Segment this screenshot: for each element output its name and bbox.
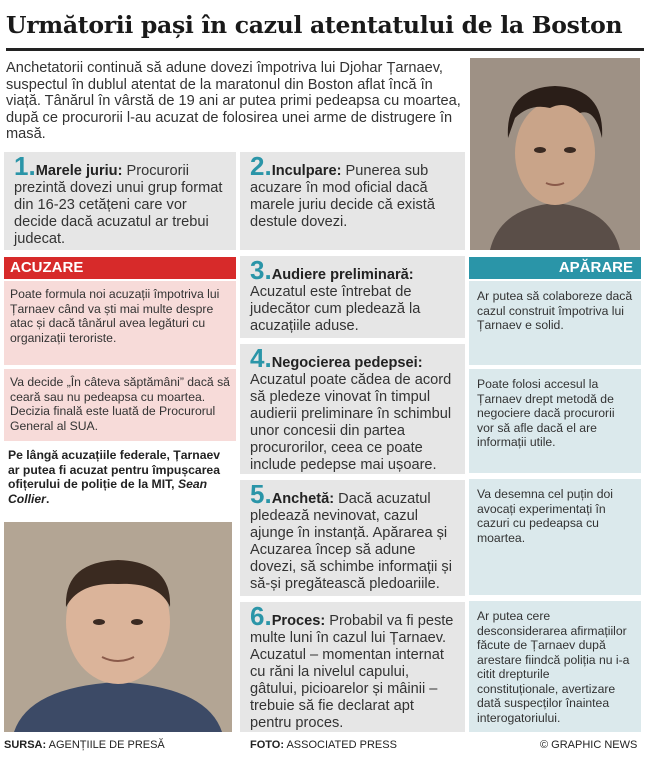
aparare-item-4: Ar putea cere desconsiderarea afirmațiilor făcute de Țarnaev după arestare fiindcă poliția nu i-a citit drepturile constituționale, avertizare dată suspecților înaintea interogatoriului. [469, 601, 641, 732]
step-3 [240, 256, 465, 338]
acuzare-item-2: Va decide „În câteva săptămâni” dacă să ceară sau nu pedeapsa cu moartea. Decizia finală este luată de Procurorul General al SUA. [4, 369, 236, 441]
federal-note-end: . [45, 491, 50, 506]
step-2 [240, 152, 465, 250]
step-number: 6. [250, 601, 272, 631]
federal-note-text: Pe lângă acuzațiile federale, Țarnaev ar putea fi acuzat pentru împușcarea ofițerului de poliție de la MIT, [8, 448, 221, 491]
step-number: 1. [14, 151, 36, 181]
step-title: Anchetă: [271, 491, 335, 507]
step-text: Procurorii prezintă dovezi unui grup format din 16-23 cetățeni care vor decide dacă acuzatul ar trebui judecat. [14, 163, 223, 247]
officer-photo [4, 522, 232, 732]
officer-name: Sean Collier [8, 477, 208, 506]
step-5 [240, 480, 465, 596]
step-title: Audiere preliminară: [271, 267, 414, 283]
footer-photo [250, 739, 397, 751]
step-title: Marele juriu: [35, 163, 123, 179]
aparare-item-1: Ar putea să colaboreze dacă cazul construit împotriva lui Țarnaev e solid. [469, 281, 641, 365]
footer-credit: © GRAPHIC NEWS [540, 739, 638, 751]
step-4 [240, 344, 465, 474]
page-title: Următorii pași în cazul atentatului de la Boston [6, 8, 644, 51]
acuzare-header: ACUZARE [4, 257, 236, 279]
photo-label: FOTO: [250, 739, 285, 751]
source-label: SURSA: [4, 739, 47, 751]
footer-source [4, 739, 165, 751]
step-title: Proces: [271, 613, 326, 629]
step-text: Acuzatul este întrebat de judecător cum pledează la acuzațiile aduse. [250, 284, 421, 334]
aparare-header: APĂRARE [469, 257, 641, 279]
step-text: Probabil va fi peste multe luni în cazul lui Țarnaev. Acuzatul – momentan internat cu răni la nivelul capului, gâtului, picioarelor și mâinii – trebuie să fie declarat apt pentru proces. [250, 613, 454, 731]
step-title: Negocierea pedepsei: [271, 355, 423, 371]
step-6 [240, 602, 465, 732]
step-1 [4, 152, 236, 250]
acuzare-item-1: Poate formula noi acuzații împotriva lui Țarnaev când va ști mai multe despre atac și dacă tânărul avea legături cu organizații teroriste. [4, 281, 236, 365]
step-title: Inculpare: [271, 163, 342, 179]
federal-note [4, 448, 236, 506]
suspect-photo [470, 58, 640, 250]
step-number: 2. [250, 151, 272, 181]
step-text: Acuzatul poate cădea de acord să pledeze vinovat în timpul audierii preliminare în schimbul unor concesii din partea procurorilor, ceea ce poate include pedepse mai ușoare. [250, 372, 452, 473]
intro-text: Anchetatorii continuă să adune dovezi împotriva lui Djohar Țarnaev, suspectul în dublul atentat de la maratonul din Boston aflat încă în viață. Tânărul în vârstă de 19 ani ar putea primi pedeapsa cu moartea, după ce procurorii l-au acuzat de folosirea unei arme de distrugere în masă. [6, 60, 461, 142]
source-value: AGENȚIILE DE PRESĂ [48, 739, 165, 751]
step-text: Dacă acuzatul pledează nevinovat, cazul ajunge în instanță. Apărarea și Acuzarea încep să adune dovezi, să schimbe informații și să-și pregătească pledoariile. [250, 491, 452, 592]
aparare-item-3: Va desemna cel puțin doi avocați experimentați în cazuri cu pedeapsa cu moartea. [469, 479, 641, 595]
photo-value: ASSOCIATED PRESS [286, 739, 397, 751]
step-number: 3. [250, 255, 272, 285]
step-text: Punerea sub acuzare în mod oficial dacă marele juriu decide că există destule dovezi. [250, 163, 435, 230]
step-number: 4. [250, 343, 272, 373]
step-number: 5. [250, 479, 272, 509]
aparare-item-2: Poate folosi accesul la Țarnaev drept metodă de negociere dacă procurorii vor să afle dacă el are informații utile. [469, 369, 641, 473]
